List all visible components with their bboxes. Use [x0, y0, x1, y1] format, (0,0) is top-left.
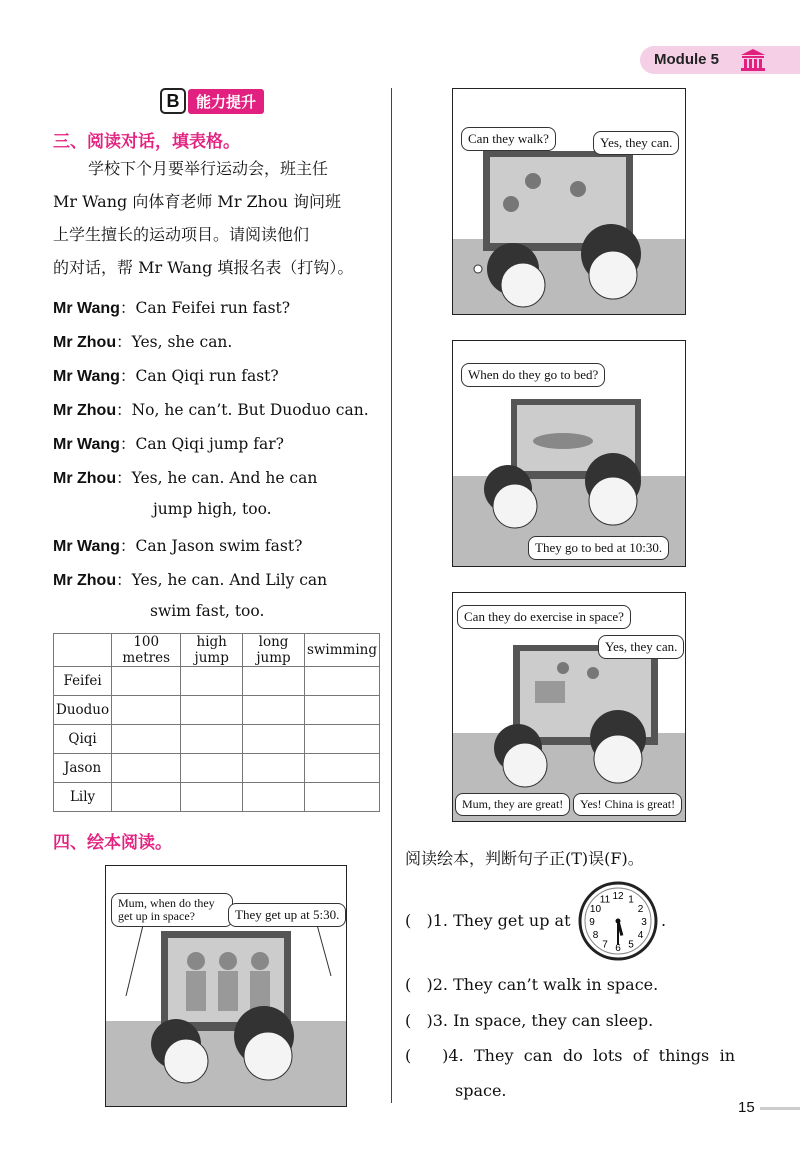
answer-blank[interactable]: ( ) [405, 975, 433, 994]
intro-line-4: 的对话，帮 Mr Wang 填报名表（打钩）。 [53, 258, 354, 277]
comic-panel-2 [452, 88, 686, 315]
check-cell[interactable] [112, 667, 181, 696]
clock-number: 2 [637, 904, 644, 915]
clock-number: 3 [641, 917, 647, 928]
speech-bubble: They get up at 5:30. [228, 903, 346, 927]
dialogue-line: Mr Wang：Can Jason swim fast? [53, 537, 303, 555]
row-label: Feifei [54, 667, 112, 696]
check-cell[interactable] [112, 783, 181, 812]
speech-bubble: Yes, they can. [598, 635, 684, 659]
clock-number: 11 [599, 894, 611, 906]
check-cell[interactable] [304, 783, 379, 812]
speech-bubble: Can they do exercise in space? [457, 605, 631, 629]
header-cell: long jump [243, 634, 305, 667]
intro-line-2: Mr Wang 向体育老师 Mr Zhou 询问班 [53, 192, 341, 211]
clock-center [616, 919, 621, 924]
row-label: Duoduo [54, 696, 112, 725]
dialogue-continuation: swim fast, too. [150, 602, 265, 620]
dialogue-line: Mr Wang：Can Qiqi jump far? [53, 435, 284, 453]
question-4-continuation: space. [455, 1081, 507, 1100]
header-cell: 100 metres [112, 634, 181, 667]
dialogue-line: Mr Zhou：Yes, she can. [53, 333, 233, 351]
speech-bubble: Yes, they can. [593, 131, 679, 155]
dialogue-continuation: jump high, too. [153, 500, 272, 518]
check-cell[interactable] [304, 667, 379, 696]
question-text: 2. They can’t walk in space. [432, 975, 659, 994]
module-label: Module 5 [654, 51, 720, 68]
answer-blank[interactable]: ( ) [405, 911, 433, 930]
speech-bubble: Mum, when do they get up in space? [111, 893, 233, 927]
check-cell[interactable] [243, 783, 305, 812]
question-3 [405, 1011, 653, 1030]
question-text: 1. They get up at [432, 911, 571, 930]
clock-number: 5 [628, 939, 634, 951]
clock-number: 9 [589, 917, 595, 928]
table-row [54, 725, 380, 754]
check-cell[interactable] [243, 725, 305, 754]
check-cell[interactable] [243, 754, 305, 783]
question-text: 3. In space, they can sleep. [432, 1011, 654, 1030]
row-label: Qiqi [54, 725, 112, 754]
signup-table [53, 633, 380, 812]
comic-panel-4 [452, 592, 686, 822]
row-label: Lily [54, 783, 112, 812]
judge-title: 阅读绘本，判断句子正(T)误(F)。 [405, 849, 644, 868]
speech-bubble: When do they go to bed? [461, 363, 605, 387]
clock-number: 6 [615, 943, 621, 954]
table-row [54, 783, 380, 812]
table-row [54, 696, 380, 725]
check-cell[interactable] [304, 725, 379, 754]
page-number: 15 [738, 1099, 755, 1116]
check-cell[interactable] [181, 783, 243, 812]
check-cell[interactable] [304, 754, 379, 783]
comic-panel-3 [452, 340, 686, 567]
check-cell[interactable] [112, 696, 181, 725]
check-cell[interactable] [181, 725, 243, 754]
clock-number: 8 [592, 930, 599, 941]
comic-panel-1 [105, 865, 347, 1107]
clock-icon [577, 880, 659, 962]
check-cell[interactable] [181, 667, 243, 696]
answer-blank[interactable]: ( ) [405, 1011, 433, 1030]
header-cell: swimming [304, 634, 379, 667]
question-1 [405, 911, 571, 930]
clock-number: 7 [602, 939, 608, 951]
dialogue-line: Mr Zhou：Yes, he can. And Lily can [53, 571, 328, 589]
row-label: Jason [54, 754, 112, 783]
section-b-badge [160, 88, 264, 114]
part3-title: 三、阅读对话，填表格。 [53, 132, 240, 152]
check-cell[interactable] [181, 754, 243, 783]
dialogue-line: Mr Wang：Can Feifei run fast? [53, 299, 291, 317]
check-cell[interactable] [181, 696, 243, 725]
table-header-row [54, 634, 380, 667]
section-label: 能力提升 [188, 89, 264, 114]
check-cell[interactable] [243, 696, 305, 725]
check-cell[interactable] [112, 754, 181, 783]
clock-number: 4 [637, 930, 644, 941]
clock-number: 10 [589, 904, 602, 915]
column-divider [391, 88, 392, 1103]
speech-bubble: Yes! China is great! [573, 793, 682, 816]
speech-bubble: Can they walk? [461, 127, 556, 151]
intro-line-1: 学校下个月要举行运动会，班主任 [88, 159, 329, 178]
clock-number: 1 [628, 894, 634, 906]
check-cell[interactable] [112, 725, 181, 754]
table-row [54, 754, 380, 783]
dialogue-line: Mr Wang：Can Qiqi run fast? [53, 367, 279, 385]
tv-scene-illustration [453, 89, 685, 314]
question-2 [405, 975, 658, 994]
clock-number: 12 [612, 891, 624, 902]
question-1-tail: . [661, 911, 667, 930]
header-cell [54, 634, 112, 667]
temple-icon [740, 48, 766, 72]
answer-blank[interactable]: ( ) [405, 1046, 449, 1065]
question-text: 4. They can do lots of things in [448, 1046, 735, 1065]
table-row [54, 667, 380, 696]
page-number-rule [760, 1107, 800, 1110]
module-tab [640, 46, 800, 74]
part4-title: 四、绘本阅读。 [53, 833, 172, 853]
check-cell[interactable] [243, 667, 305, 696]
speech-bubble: Mum, they are great! [455, 793, 570, 816]
speech-bubble: They go to bed at 10:30. [528, 536, 669, 560]
header-cell: high jump [181, 634, 243, 667]
section-letter: B [160, 88, 186, 114]
question-4 [405, 1046, 735, 1065]
check-cell[interactable] [304, 696, 379, 725]
dialogue-line: Mr Zhou：Yes, he can. And he can [53, 469, 318, 487]
intro-line-3: 上学生擅长的运动项目。请阅读他们 [53, 225, 310, 244]
dialogue-line: Mr Zhou：No, he can’t. But Duoduo can. [53, 401, 369, 419]
